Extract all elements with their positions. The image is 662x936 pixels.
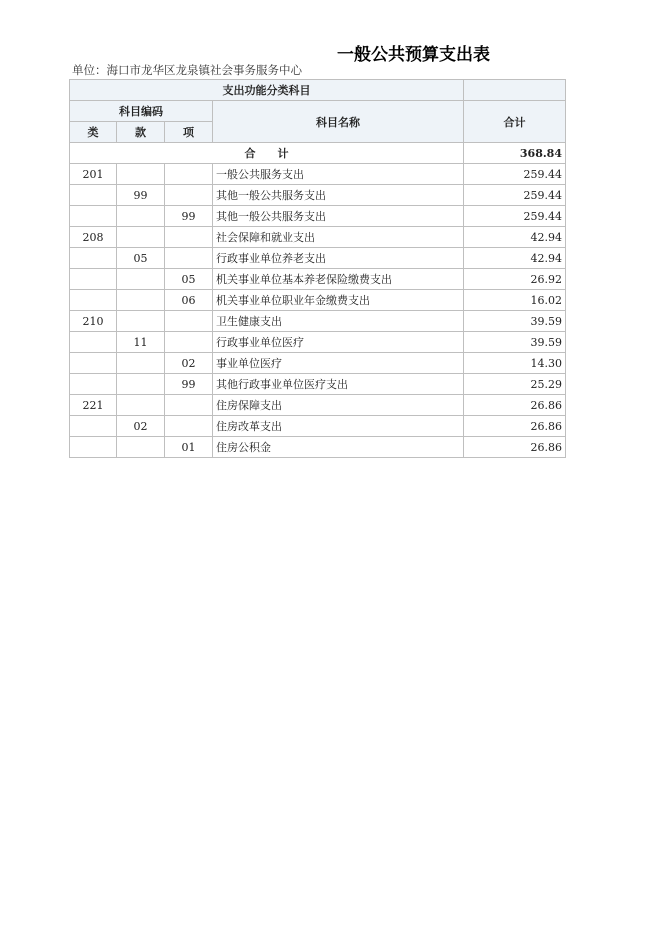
total-row: [70, 143, 566, 164]
cell-value: 26.86: [464, 395, 566, 416]
cell-kuan: [117, 437, 165, 458]
table-row: [70, 437, 566, 458]
cell-lei: [70, 437, 117, 458]
cell-xiang: 06: [165, 290, 213, 311]
cell-kuan: [117, 290, 165, 311]
cell-kuan: 11: [117, 332, 165, 353]
page-title: 一般公共预算支出表: [337, 45, 490, 65]
cell-value: 42.94: [464, 227, 566, 248]
cell-kuan: [117, 311, 165, 332]
cell-item-name: 其他行政事业单位医疗支出: [213, 374, 464, 395]
cell-lei: [70, 353, 117, 374]
header-item-name: 科目名称: [213, 101, 464, 143]
cell-lei: [70, 269, 117, 290]
table-row: [70, 164, 566, 185]
cell-value: 39.59: [464, 311, 566, 332]
table-row: [70, 416, 566, 437]
table-row: [70, 353, 566, 374]
table-row: [70, 290, 566, 311]
cell-item-name: 行政事业单位养老支出: [213, 248, 464, 269]
cell-lei: [70, 332, 117, 353]
cell-xiang: [165, 185, 213, 206]
cell-lei: [70, 290, 117, 311]
cell-kuan: [117, 269, 165, 290]
cell-kuan: [117, 374, 165, 395]
cell-item-name: 其他一般公共服务支出: [213, 185, 464, 206]
cell-value: 39.59: [464, 332, 566, 353]
cell-kuan: 05: [117, 248, 165, 269]
cell-lei: 221: [70, 395, 117, 416]
table-row: [70, 227, 566, 248]
header-blank: [464, 80, 566, 101]
cell-item-name: 一般公共服务支出: [213, 164, 464, 185]
table-row: [70, 332, 566, 353]
total-label: 合 计: [70, 143, 464, 164]
cell-xiang: [165, 227, 213, 248]
expenditure-table: [69, 79, 566, 458]
cell-xiang: [165, 416, 213, 437]
cell-lei: [70, 248, 117, 269]
cell-value: 26.92: [464, 269, 566, 290]
cell-item-name: 机关事业单位职业年金缴费支出: [213, 290, 464, 311]
cell-value: 259.44: [464, 164, 566, 185]
cell-kuan: [117, 395, 165, 416]
table-row: [70, 395, 566, 416]
cell-item-name: 事业单位医疗: [213, 353, 464, 374]
cell-item-name: 行政事业单位医疗: [213, 332, 464, 353]
cell-xiang: 01: [165, 437, 213, 458]
cell-kuan: 02: [117, 416, 165, 437]
header-xiang: 项: [165, 122, 213, 143]
cell-item-name: 卫生健康支出: [213, 311, 464, 332]
cell-value: 42.94: [464, 248, 566, 269]
cell-xiang: [165, 248, 213, 269]
cell-lei: [70, 374, 117, 395]
cell-item-name: 住房保障支出: [213, 395, 464, 416]
cell-lei: [70, 416, 117, 437]
header-row-code: [70, 101, 566, 122]
header-function-group: 支出功能分类科目: [70, 80, 464, 101]
cell-xiang: [165, 164, 213, 185]
cell-item-name: 其他一般公共服务支出: [213, 206, 464, 227]
unit-label: 单位：海口市龙华区龙泉镇社会事务服务中心: [72, 63, 302, 77]
cell-value: 16.02: [464, 290, 566, 311]
header-code-group: 科目编码: [70, 101, 213, 122]
cell-kuan: [117, 206, 165, 227]
cell-xiang: [165, 311, 213, 332]
table-row: [70, 206, 566, 227]
cell-kuan: [117, 227, 165, 248]
cell-lei: 201: [70, 164, 117, 185]
cell-item-name: 机关事业单位基本养老保险缴费支出: [213, 269, 464, 290]
cell-lei: [70, 206, 117, 227]
cell-value: 14.30: [464, 353, 566, 374]
cell-item-name: 住房改革支出: [213, 416, 464, 437]
cell-kuan: [117, 164, 165, 185]
cell-xiang: 99: [165, 374, 213, 395]
header-total: 合计: [464, 101, 566, 143]
total-value: 368.84: [464, 143, 566, 164]
cell-xiang: [165, 332, 213, 353]
header-row-group: [70, 80, 566, 101]
cell-xiang: 05: [165, 269, 213, 290]
table-row: [70, 248, 566, 269]
cell-xiang: 99: [165, 206, 213, 227]
cell-lei: 210: [70, 311, 117, 332]
header-kuan: 款: [117, 122, 165, 143]
header-lei: 类: [70, 122, 117, 143]
cell-lei: 208: [70, 227, 117, 248]
cell-value: 26.86: [464, 416, 566, 437]
cell-item-name: 社会保障和就业支出: [213, 227, 464, 248]
table-row: [70, 311, 566, 332]
cell-xiang: [165, 395, 213, 416]
cell-lei: [70, 185, 117, 206]
table-row: [70, 374, 566, 395]
cell-value: 25.29: [464, 374, 566, 395]
cell-kuan: [117, 353, 165, 374]
cell-xiang: 02: [165, 353, 213, 374]
cell-kuan: 99: [117, 185, 165, 206]
table-row: [70, 185, 566, 206]
cell-value: 26.86: [464, 437, 566, 458]
cell-item-name: 住房公积金: [213, 437, 464, 458]
cell-value: 259.44: [464, 206, 566, 227]
table-row: [70, 269, 566, 290]
cell-value: 259.44: [464, 185, 566, 206]
